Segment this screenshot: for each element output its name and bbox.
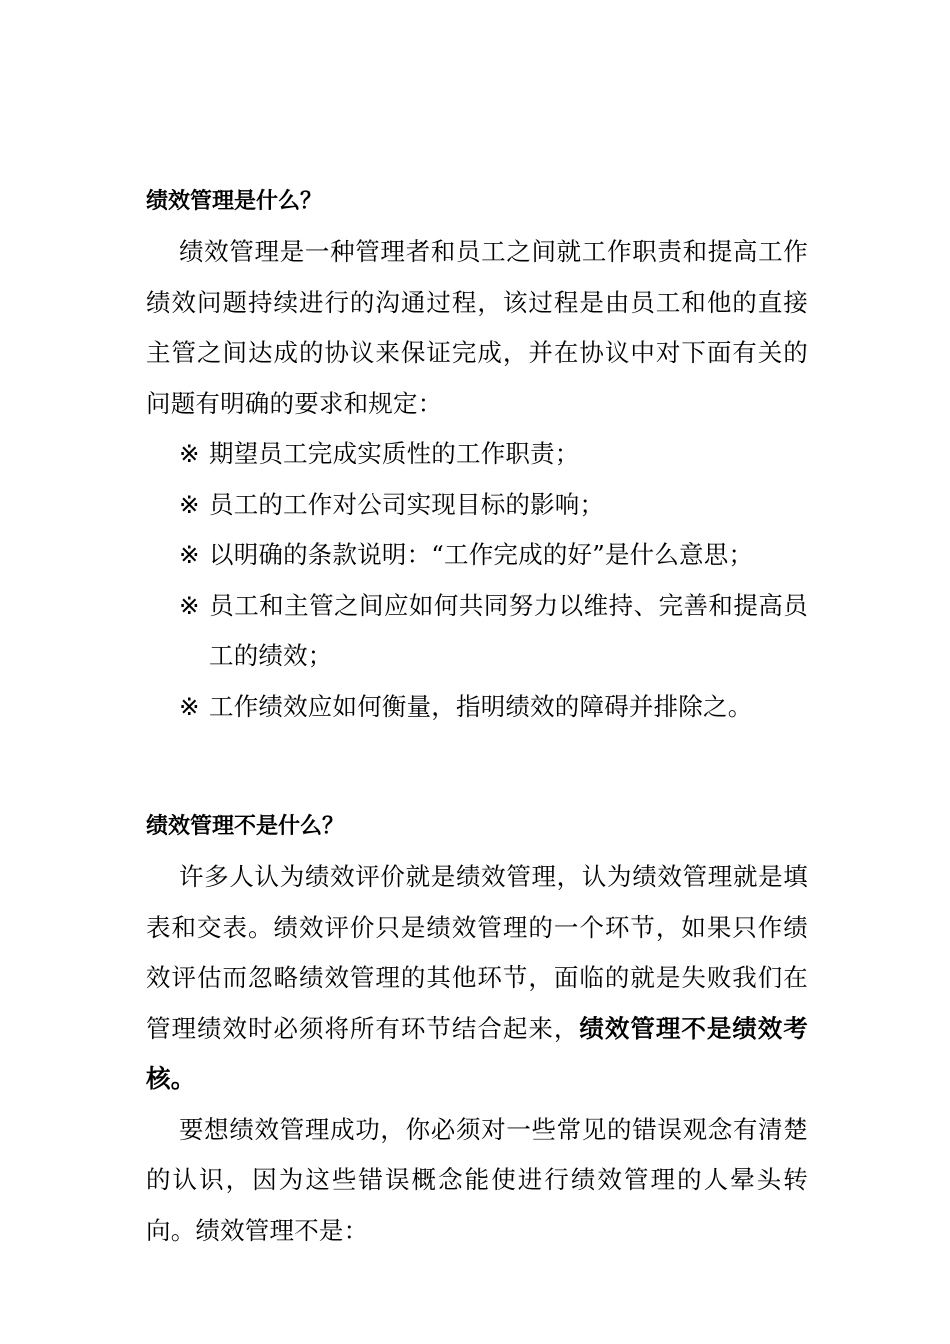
key-statement: 绩效管理不是绩效考核。 (146, 1013, 808, 1093)
section-heading-what-is-not: 绩效管理不是什么？ (146, 814, 345, 839)
section-gap (146, 732, 808, 802)
intro-paragraph: 绩效管理是一种管理者和员工之间就工作职责和提高工作绩效问题持续进行的沟通过程，该过程是由员工和他的直接主管之间达成的协议来保证完成，并在协议中对下面有关的问题有明确的要求和规定： (146, 237, 808, 418)
misconception-paragraph (146, 852, 808, 1105)
list-item (146, 480, 808, 531)
list-item-text: 期望员工完成实质性的工作职责； (209, 439, 580, 468)
closing-paragraph: 要想绩效管理成功，你必须对一些常见的错误观念有清楚的认识，因为这些错误概念能使进行绩效管理的人晕头转向。绩效管理不是： (146, 1114, 808, 1245)
list-item-text: 以明确的条款说明：“工作完成的好”是什么意思； (209, 540, 754, 569)
section-heading-what-is: 绩效管理是什么？ (146, 189, 323, 214)
reference-mark-icon: ※ (179, 540, 200, 569)
list-item (146, 682, 808, 733)
reference-mark-icon: ※ (179, 691, 200, 721)
list-item-text: 工作绩效应如何衡量，指明绩效的障碍并排除之。 (209, 691, 753, 721)
document-page (146, 177, 808, 1256)
list-item-text: 员工的工作对公司实现目标的影响； (209, 489, 605, 519)
list-item (146, 429, 808, 480)
misconception-text: 许多人认为绩效评价就是绩效管理，认为绩效管理就是填表和交表。绩效评价只是绩效管理的一个环节，如果只作绩效评估而忽略绩效管理的其他环节，面临的就是失败我们在管理绩效时必须将所有环节结合起来， (146, 862, 808, 1043)
requirements-list (146, 429, 808, 732)
reference-mark-icon: ※ (179, 590, 200, 620)
list-item (146, 530, 808, 581)
list-item (146, 581, 808, 682)
list-item-text: 员工和主管之间应如何共同努力以维持、完善和提高员工的绩效； (209, 590, 808, 670)
reference-mark-icon: ※ (179, 439, 200, 468)
reference-mark-icon: ※ (179, 489, 200, 519)
